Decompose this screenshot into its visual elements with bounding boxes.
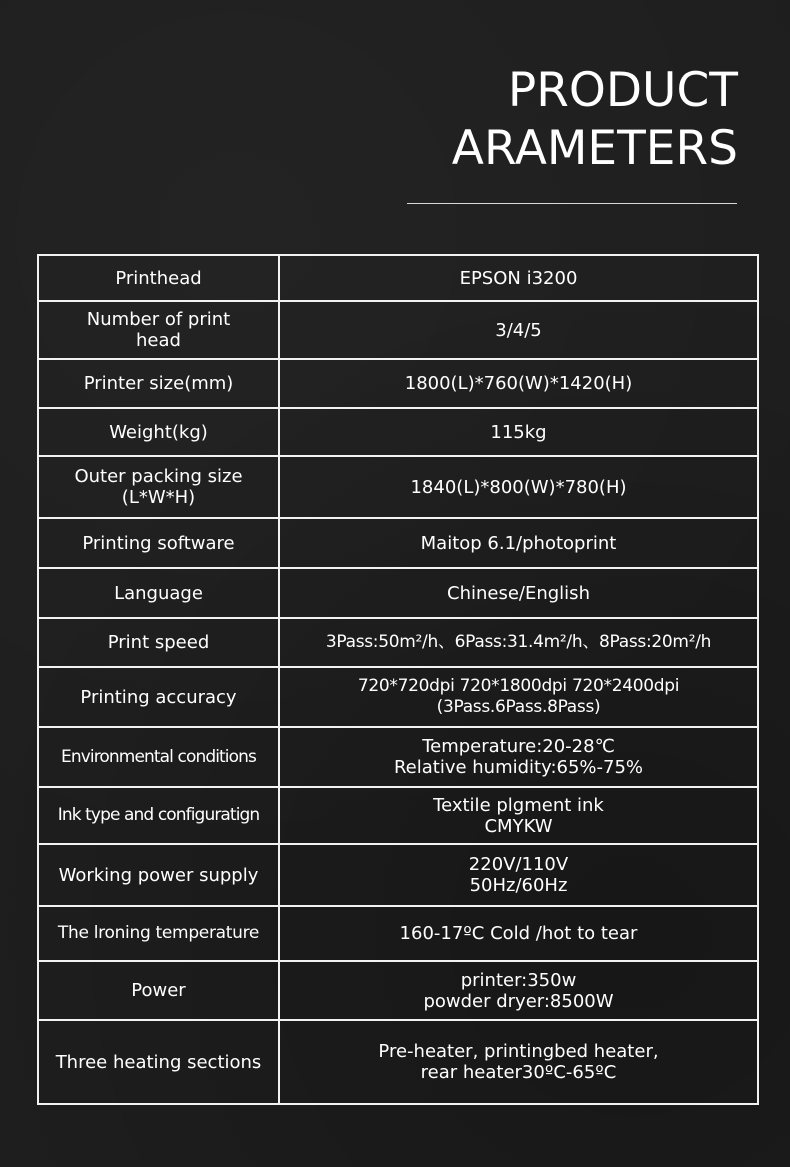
spec-value: Pre-heater, printingbed heater, rear heater30ºC-65ºC — [279, 1020, 758, 1104]
table-row — [38, 408, 758, 456]
spec-value: Temperature:20-28℃ Relative humidity:65%-75% — [279, 727, 758, 787]
table-row — [38, 667, 758, 727]
spec-value: Maitop 6.1/photoprint — [279, 518, 758, 568]
spec-label: Three heating sections — [38, 1020, 279, 1104]
spec-value: 1800(L)*760(W)*1420(H) — [279, 359, 758, 408]
table-row — [38, 1020, 758, 1104]
spec-label: Printhead — [38, 255, 279, 301]
spec-value: 115kg — [279, 408, 758, 456]
spec-value: 220V/110V 50Hz/60Hz — [279, 844, 758, 906]
spec-label: Weight(kg) — [38, 408, 279, 456]
spec-value: 3Pass:50m²/h、6Pass:31.4m²/h、8Pass:20m²/h — [279, 618, 758, 667]
table-row — [38, 255, 758, 301]
spec-label: Printer size(mm) — [38, 359, 279, 408]
spec-value: 3/4/5 — [279, 301, 758, 359]
spec-label: Printing accuracy — [38, 667, 279, 727]
table-row — [38, 568, 758, 618]
spec-label: Print speed — [38, 618, 279, 667]
spec-value: 160-17ºC Cold /hot to tear — [279, 906, 758, 961]
table-row — [38, 359, 758, 408]
title-divider — [407, 203, 737, 204]
table-row — [38, 906, 758, 961]
table-row — [38, 727, 758, 787]
table-row — [38, 618, 758, 667]
spec-value: Chinese/English — [279, 568, 758, 618]
spec-label: Ink type and configuratign — [38, 787, 279, 844]
spec-label: Outer packing size (L*W*H) — [38, 456, 279, 518]
spec-label: Working power supply — [38, 844, 279, 906]
table-row — [38, 961, 758, 1020]
spec-value: 720*720dpi 720*1800dpi 720*2400dpi (3Pass.6Pass.8Pass) — [279, 667, 758, 727]
table-row — [38, 844, 758, 906]
spec-value: 1840(L)*800(W)*780(H) — [279, 456, 758, 518]
spec-label: The lroning temperature — [38, 906, 279, 961]
spec-label: Printing software — [38, 518, 279, 568]
spec-label: Environmental conditions — [38, 727, 279, 787]
parameters-table — [37, 254, 759, 1105]
spec-value: EPSON i3200 — [279, 255, 758, 301]
table-row — [38, 518, 758, 568]
spec-label: Number of print head — [38, 301, 279, 359]
page-title-line-2: ARAMETERS — [451, 121, 738, 176]
spec-value: Textile plgment ink CMYKW — [279, 787, 758, 844]
table-row — [38, 456, 758, 518]
page-title-line-1: PRODUCT — [507, 63, 738, 118]
page-title — [452, 62, 738, 178]
spec-label: Power — [38, 961, 279, 1020]
spec-label: Language — [38, 568, 279, 618]
table-row — [38, 787, 758, 844]
spec-value: printer:350w powder dryer:8500W — [279, 961, 758, 1020]
table-row — [38, 301, 758, 359]
